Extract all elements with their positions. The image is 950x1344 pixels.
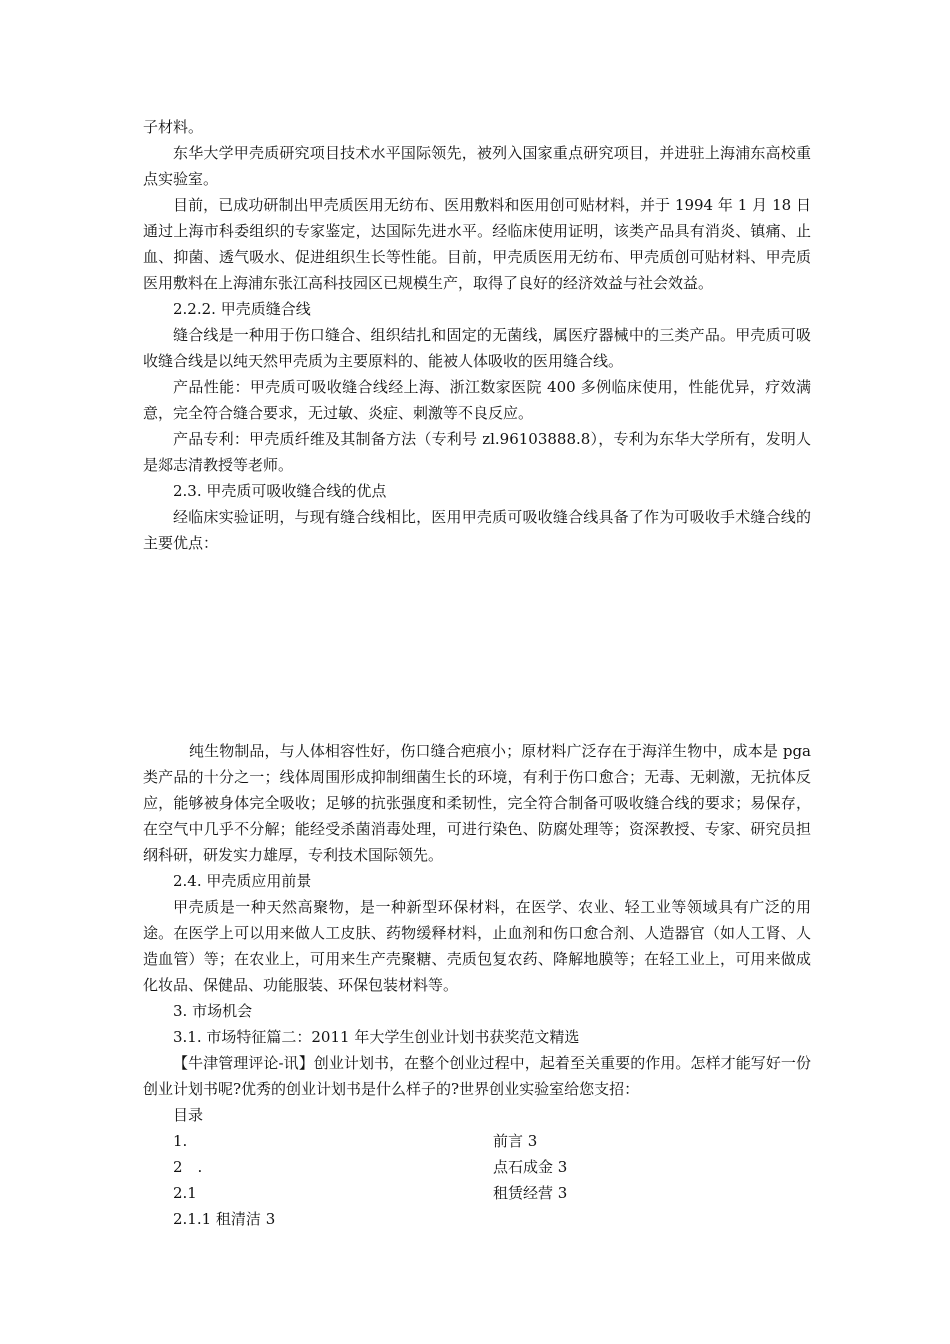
- toc-row: [143, 1180, 811, 1206]
- toc-title: 租赁经营 3: [493, 1184, 568, 1202]
- toc-number: 1.: [173, 1132, 188, 1150]
- toc-title: 前言 3: [493, 1132, 538, 1150]
- toc-row: [143, 1128, 811, 1154]
- heading-3: 3. 市场机会: [173, 1002, 253, 1020]
- paragraph-product-patent: 产品专利：甲壳质纤维及其制备方法（专利号 zl.96103888.8），专利为东华大学所有，发明人是郯志清教授等老师。: [143, 430, 811, 474]
- section-chitin-medical: [143, 114, 811, 556]
- paragraph-application-prospects: 甲壳质是一种天然高聚物，是一种新型环保材料，在医学、农业、轻工业等领域具有广泛的用途。在医学上可以用来做人工皮肤、药物缓释材料，止血剂和伤口愈合剂、人造器官（如人工肾、人造血管）等；在农业上，可用来生产壳聚糖、壳质包复农药、降解地膜等；在轻工业上，可用来做成化妆品、保健品、功能服装、环保包装材料等。: [143, 898, 811, 994]
- paragraph-advantages-list: 纯生物制品，与人体相容性好，伤口缝合疤痕小；原材料广泛存在于海洋生物中，成本是 pga 类产品的十分之一；线体周围形成抑制细菌生长的环境，有利于伤口愈合；无毒、无刺激，无抗体反应，能够被身体完全吸收；足够的抗张强度和柔韧性，完全符合制备可吸收缝合线的要求；易保存，在空气中几乎不分解；能经受杀菌消毒处理，可进行染色、防腐处理等；资深教授、专家、研究员担纲科研，研发实力雄厚，专利技术国际领先。: [143, 742, 811, 864]
- toc-row: [143, 1154, 811, 1180]
- paragraph-oxford-review: 【牛津管理评论-讯】创业计划书，在整个创业过程中，起着至关重要的作用。怎样才能写好一份创业计划书呢?优秀的创业计划书是什么样子的?世界创业实验室给您支招：: [143, 1054, 811, 1098]
- paragraph-product-performance: 产品性能：甲壳质可吸收缝合线经上海、浙江数家医院 400 多例临床使用，性能优异，疗效满意，完全符合缝合要求，无过敏、炎症、刺激等不良反应。: [143, 378, 811, 422]
- section-advantages-and-market: [143, 738, 811, 1232]
- heading-2-2-2: 2.2.2. 甲壳质缝合线: [173, 300, 311, 318]
- heading-2-3: 2.3. 甲壳质可吸收缝合线的优点: [173, 482, 387, 500]
- toc-title: 点石成金 3: [493, 1158, 568, 1176]
- heading-3-1: 3.1. 市场特征篇二：2011 年大学生创业计划书获奖范文精选: [173, 1028, 580, 1046]
- paragraph-clinical-advantages: 经临床实验证明，与现有缝合线相比，医用甲壳质可吸收缝合线具备了作为可吸收手术缝合线的主要优点：: [143, 508, 811, 552]
- toc-entry-2-1-1: 2.1.1 租清洁 3: [173, 1210, 276, 1228]
- toc-heading: 目录: [173, 1106, 204, 1124]
- toc-number: 2.1: [173, 1184, 197, 1202]
- heading-2-4: 2.4. 甲壳质应用前景: [173, 872, 312, 890]
- paragraph-suture-definition: 缝合线是一种用于伤口缝合、组织结扎和固定的无菌线，属医疗器械中的三类产品。甲壳质可吸收缝合线是以纯天然甲壳质为主要原料的、能被人体吸收的医用缝合线。: [143, 326, 811, 370]
- toc-number: 2 .: [173, 1158, 203, 1176]
- paragraph-products-developed: 目前，已成功研制出甲壳质医用无纺布、医用敷料和医用创可贴材料，并于 1994 年 1 月 18 日通过上海市科委组织的专家鉴定，达国际先进水平。经临床使用证明，该类产品具有消炎、镇痛、止血、抑菌、透气吸水、促进组织生长等性能。目前，甲壳质医用无纺布、甲壳质创可贴材料、甲壳质医用敷料在上海浦东张江高科技园区已规模生产，取得了良好的经济效益与社会效益。: [143, 196, 811, 292]
- paragraph-continuation: 子材料。: [143, 118, 204, 136]
- paragraph-donghua-research: 东华大学甲壳质研究项目技术水平国际领先，被列入国家重点研究项目，并进驻上海浦东高校重点实验室。: [143, 144, 811, 188]
